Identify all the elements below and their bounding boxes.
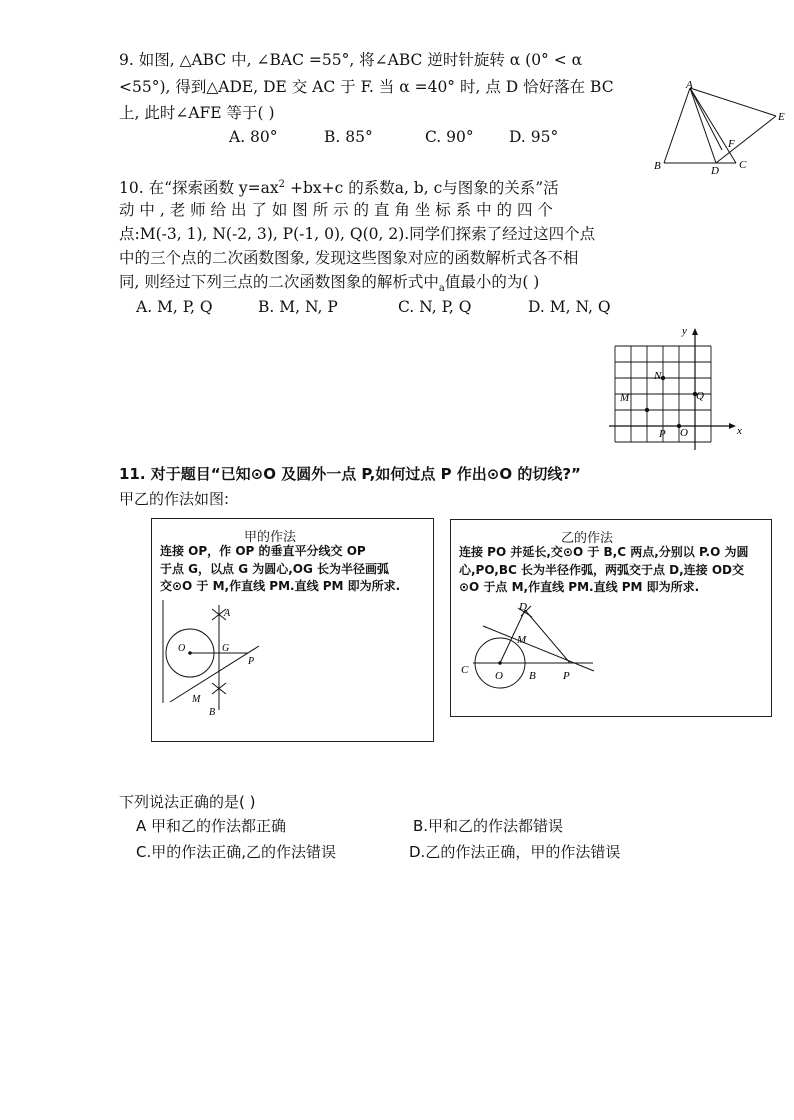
q10-line-4: 中的三个点的二次函数图象, 发现这些图象对应的函数解析式各不相 bbox=[119, 249, 579, 267]
q10-label-n: N bbox=[654, 370, 662, 382]
jia-label-b: B bbox=[209, 707, 216, 718]
yi-construction-figure bbox=[451, 596, 769, 696]
q10-option-c: C. N, P, Q bbox=[398, 298, 472, 316]
jia-method-box bbox=[151, 518, 434, 742]
jia-label-g: G bbox=[222, 643, 230, 654]
yi-label-c: C bbox=[461, 664, 469, 676]
q10-option-a: A. M, P, Q bbox=[136, 298, 213, 316]
q10-label-p: P bbox=[659, 428, 666, 440]
q11-option-a: A 甲和乙的作法都正确 bbox=[136, 817, 287, 835]
jia-text-line-3: 交⊙O 于 M,作直线 PM.直线 PM 即为所求. bbox=[160, 579, 401, 593]
yi-label-b: B bbox=[529, 670, 536, 682]
q9-option-d: D. 95° bbox=[509, 128, 559, 146]
jia-label-m: M bbox=[192, 694, 201, 705]
q10-option-b: B. M, N, P bbox=[258, 298, 338, 316]
q11-option-b: B.甲和乙的作法都错误 bbox=[413, 817, 564, 835]
q11-option-c: C.甲的作法正确,乙的作法错误 bbox=[136, 843, 337, 861]
q11-option-d: D.乙的作法正确，甲的作法错误 bbox=[409, 843, 621, 861]
q10-subscript-a: a bbox=[438, 283, 445, 295]
jia-title: 甲的作法 bbox=[244, 530, 297, 545]
q11-line-1: 11. 对于题目“已知⊙O 及圆外一点 P,如何过点 P 作出⊙O 的切线?” bbox=[119, 465, 581, 483]
jia-label-a: A bbox=[224, 608, 231, 619]
q9-option-a: A. 80° bbox=[229, 128, 278, 146]
yi-label-m: M bbox=[517, 634, 527, 646]
yi-label-d: D bbox=[519, 601, 527, 613]
jia-label-o: O bbox=[178, 643, 186, 654]
q10-label-m: M bbox=[620, 392, 630, 404]
q10-line-5b: 值最小的为( ) bbox=[444, 273, 540, 291]
jia-text-line-2: 于点 G，以点 G 为圆心,OG 长为半径画弧 bbox=[160, 561, 390, 576]
yi-text-line-1: 连接 PO 并延长,交⊙O 于 B,C 两点,分别以 P.O 为圆 bbox=[459, 545, 749, 559]
q9-triangle-figure bbox=[648, 78, 794, 178]
q9-option-b: B. 85° bbox=[324, 128, 373, 146]
q10-line-1 bbox=[119, 175, 559, 198]
q9-label-d: D bbox=[711, 165, 719, 177]
q10-coordinate-grid bbox=[604, 322, 744, 452]
q10-exponent: 2 bbox=[278, 179, 286, 190]
yi-method-box bbox=[450, 519, 772, 717]
yi-label-o: O bbox=[495, 670, 503, 682]
q10-option-d: D. M, N, Q bbox=[528, 298, 611, 316]
q10-label-o: O bbox=[680, 427, 688, 439]
q9-label-f: F bbox=[728, 138, 735, 150]
q9-label-b: B bbox=[654, 160, 661, 172]
yi-text-line-3: ⊙O 于点 M,作直线 PM.直线 PM 即为所求. bbox=[459, 580, 700, 594]
q10-label-q: Q bbox=[696, 390, 704, 402]
yi-title: 乙的作法 bbox=[561, 531, 614, 546]
q10-line-1a: 10. 在“探索函数 y=ax bbox=[119, 179, 279, 198]
q10-point-m bbox=[645, 408, 649, 412]
jia-construction-figure bbox=[152, 595, 432, 718]
jia-label-p: P bbox=[248, 656, 255, 667]
q10-line-5a: 同, 则经过下列三点的二次函数图象的解析式中 bbox=[119, 273, 439, 291]
q9-option-c: C. 90° bbox=[425, 128, 474, 146]
q9-line-3: 上, 此时∠AFE 等于( ) bbox=[119, 104, 275, 122]
jia-text-line-1: 连接 OP，作 OP 的垂直平分线交 OP bbox=[160, 544, 366, 558]
q10-x-label: x bbox=[737, 425, 742, 437]
q10-y-label: y bbox=[682, 325, 687, 337]
q10-line-2: 动 中 , 老 师 给 出 了 如 图 所 示 的 直 角 坐 标 系 中 的 四 个 bbox=[119, 201, 553, 219]
yi-label-p: P bbox=[563, 670, 570, 682]
yi-text-line-2: 心,PO,BC 长为半径作弧，两弧交于点 D,连接 OD交 bbox=[459, 562, 745, 577]
q9-label-e: E bbox=[778, 111, 785, 123]
q9-line-1: 9. 如图, △ABC 中, ∠BAC =55°, 将∠ABC 逆时针旋转 α (0° < α bbox=[119, 51, 583, 69]
q10-line-3: 点:M(-3, 1), N(-2, 3), P(-1, 0), Q(0, 2).同学们探索了经过这四个点 bbox=[119, 225, 596, 243]
q9-line-2: <55°), 得到△ADE, DE 交 AC 于 F. 当 α =40° 时, 点 D 恰好落在 BC bbox=[119, 78, 614, 96]
q9-label-c: C bbox=[739, 159, 747, 171]
q11-question: 下列说法正确的是( ) bbox=[119, 793, 256, 811]
q9-label-a: A bbox=[686, 79, 693, 91]
q11-line-2: 甲乙的作法如图: bbox=[119, 490, 230, 508]
q10-point-n bbox=[661, 376, 665, 380]
q10-line-5 bbox=[119, 272, 539, 299]
q10-line-1b: +bx+c 的系数a, b, c与图象的关系”活 bbox=[285, 179, 559, 198]
